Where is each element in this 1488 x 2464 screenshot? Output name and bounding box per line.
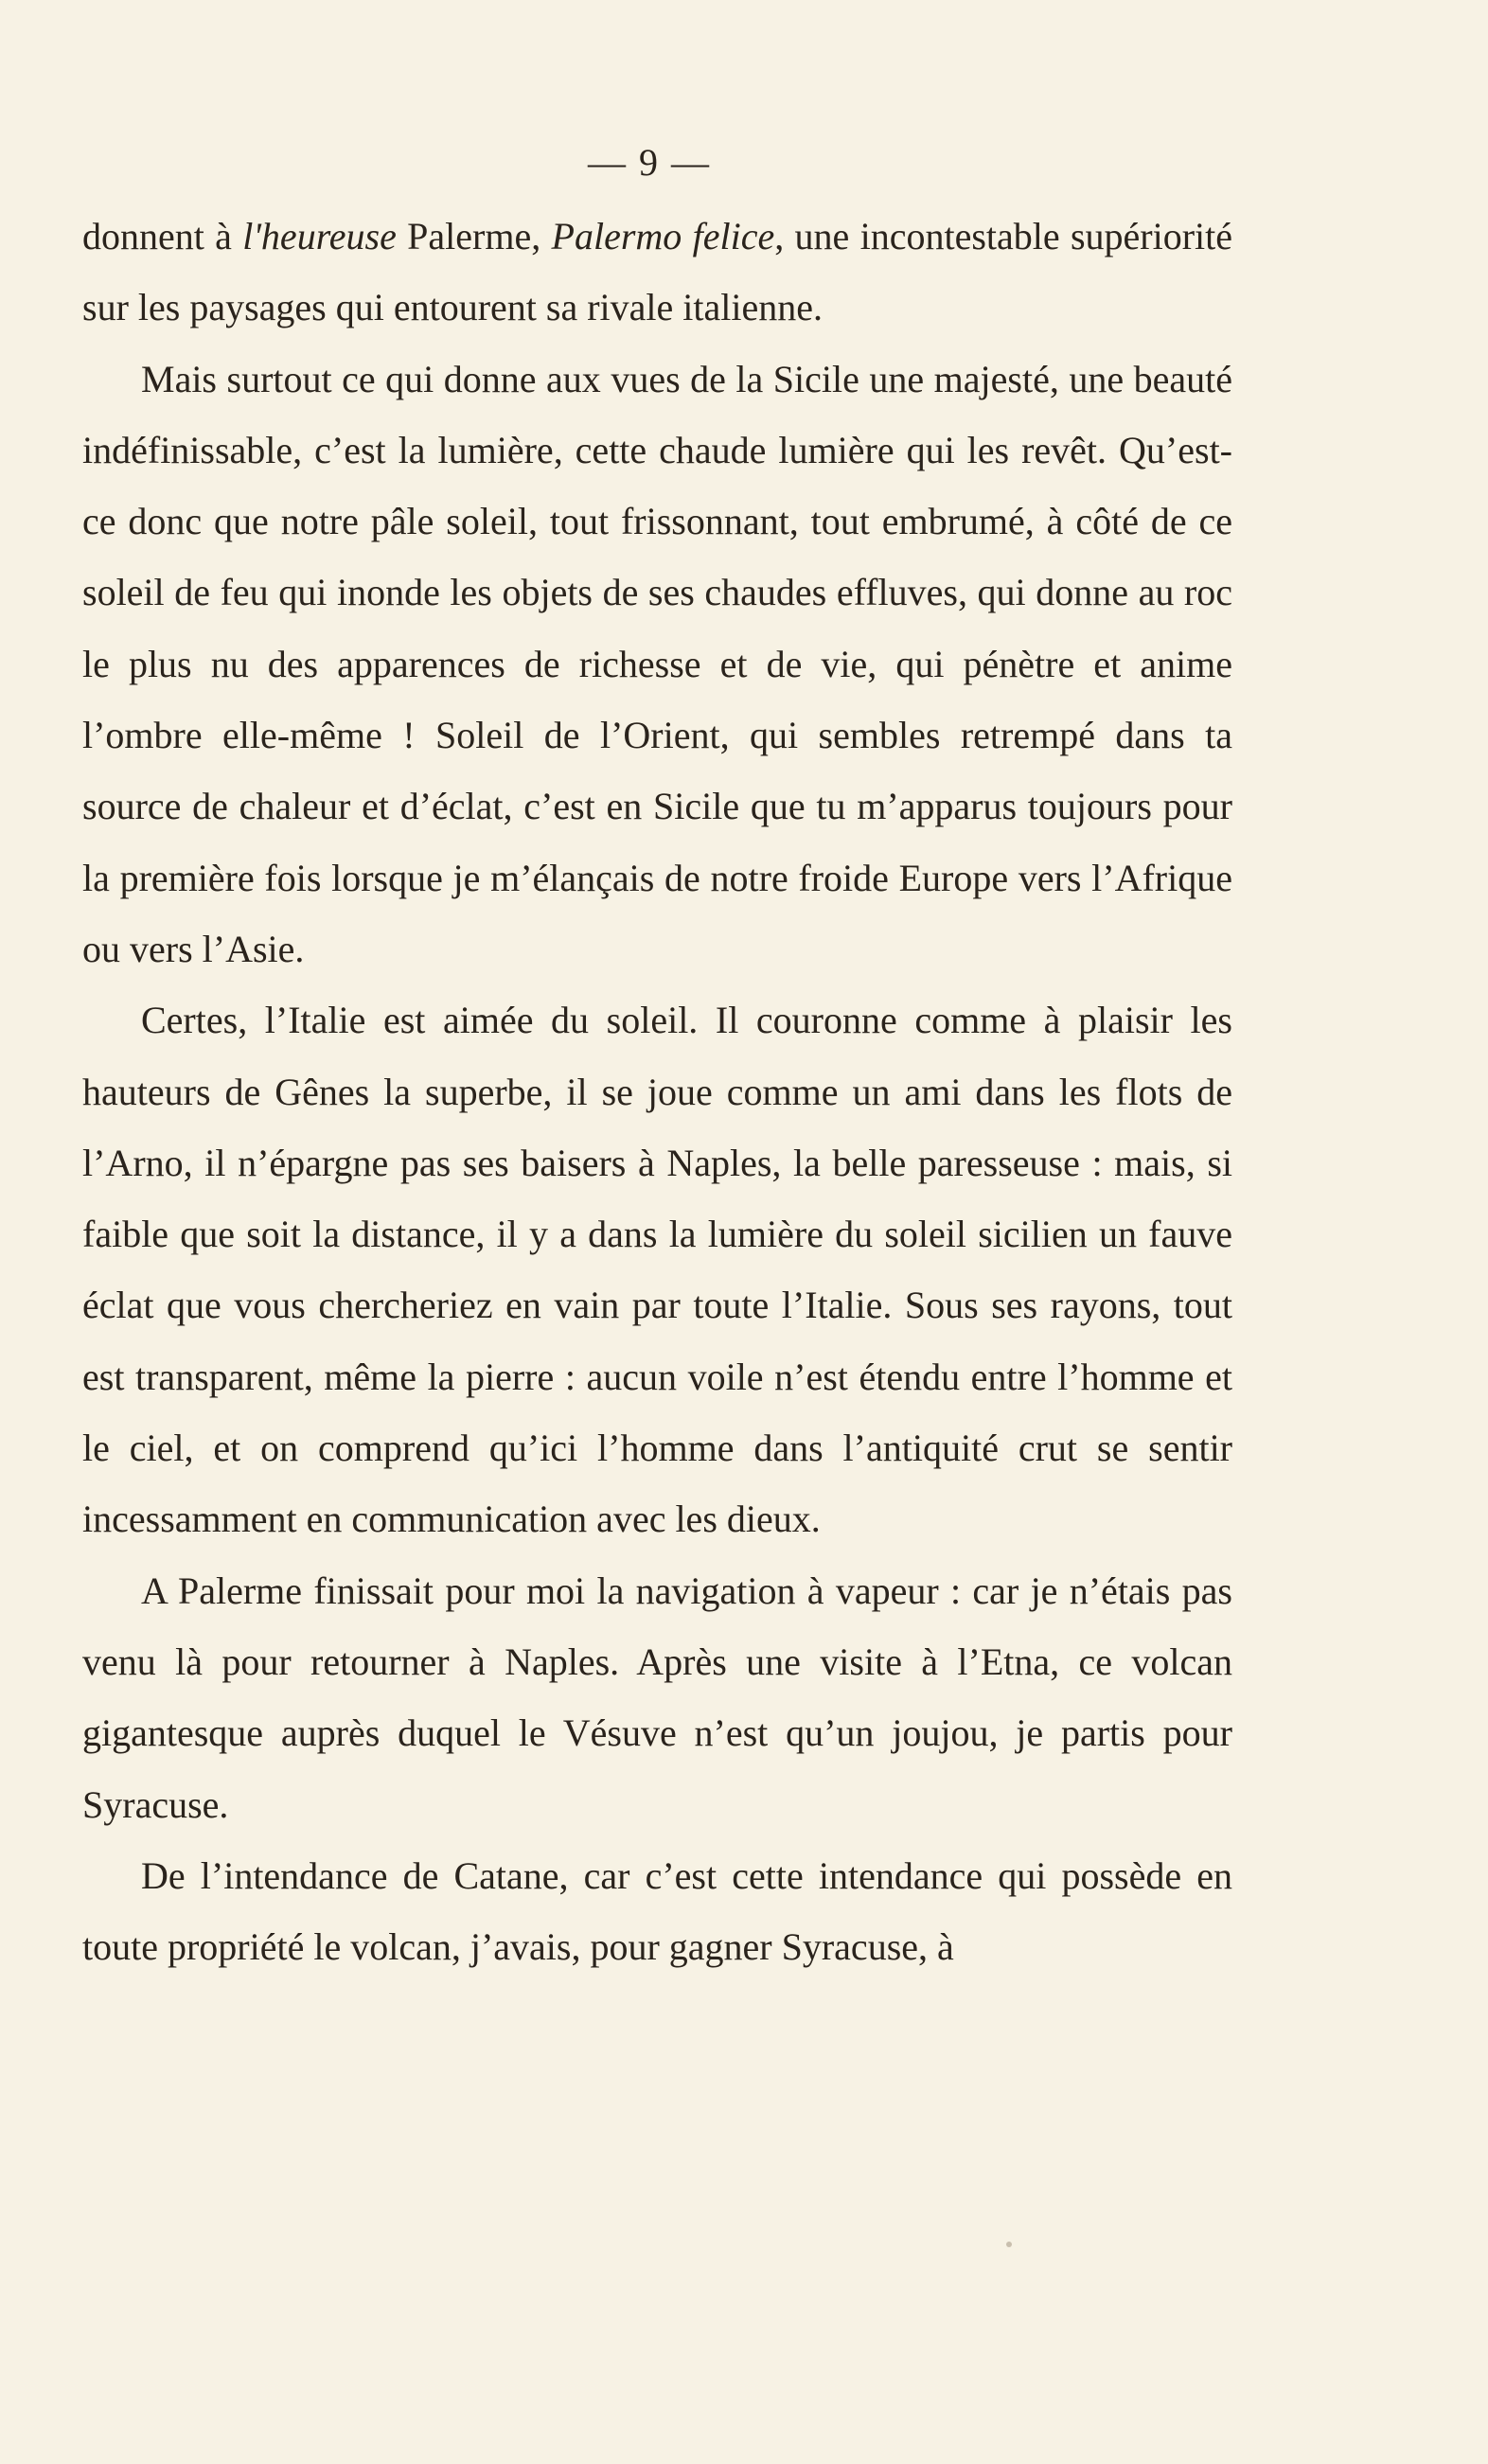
text-run: donnent à bbox=[82, 215, 243, 257]
body-text bbox=[82, 201, 1232, 1982]
text-run: Certes, l’Italie est aimée du soleil. Il couronne comme à plaisir les hauteurs de Gênes la superbe, il se joue comme un ami dans les flots de l’Arno, il n’épargne pas ses baisers à Naples, la belle paresseuse : mais, si faible que soit la distance, il y a dans la lumière du soleil sicilien un fauve éclat que vous chercheriez en vain par toute l’Italie. Sous ses rayons, tout est transparent, même la pierre : aucun voile n’est étendu entre l’homme et le ciel, et on comprend qu’ici l’homme dans l’antiquité crut se sentir incessamment en communication avec les dieux. bbox=[82, 999, 1232, 1541]
text-run: Palerme, bbox=[396, 215, 552, 257]
paragraph-p1 bbox=[82, 201, 1232, 344]
italic-run: Palermo felice bbox=[551, 215, 775, 257]
italic-run: l'heureuse bbox=[242, 215, 397, 257]
paragraph-p3 bbox=[82, 984, 1232, 1554]
text-run: , une incontestable supériorité sur les paysages qui entourent sa rivale italienne. bbox=[82, 215, 1232, 329]
page-number: — 9 — bbox=[588, 141, 711, 184]
text-run: De l’intendance de Catane, car c’est cette intendance qui possède en toute propriété le volcan, j’avais, pour gagner Syracuse, à bbox=[82, 1853, 1232, 1969]
text-run: Mais surtout ce qui donne aux vues de la Sicile une majesté, une beauté indéfinissable, c’est la lumière, cette chaude lumière qui les revêt. Qu’est-ce donc que notre pâle soleil, tout frissonnant, tout embrumé, à côté de ce soleil de feu qui inonde les objets de ses chaudes effluves, qui donne au roc le plus nu des apparences de richesse et de vie, qui pénètre et anime l’ombre elle-même ! Soleil de l’Orient, qui sembles retrempé dans ta source de chaleur et d’éclat, c’est en Sicile que tu m’apparus toujours pour la première fois lorsque je m’élançais de notre froide Europe vers l’Afrique ou vers l’Asie. bbox=[82, 357, 1232, 970]
paper-spot bbox=[1006, 2242, 1012, 2247]
paragraph-p2 bbox=[82, 344, 1232, 985]
text-run: A Palerme finissait pour moi la navigation à vapeur : car je n’étais pas venu là pour retourner à Naples. Après une visite à l’Etna, ce volcan gigantesque auprès duquel le Vésuve n’est qu’un joujou, je partis pour Syracuse. bbox=[82, 1569, 1232, 1826]
paragraph-p5 bbox=[82, 1840, 1232, 1983]
paragraph-p4 bbox=[82, 1555, 1232, 1840]
